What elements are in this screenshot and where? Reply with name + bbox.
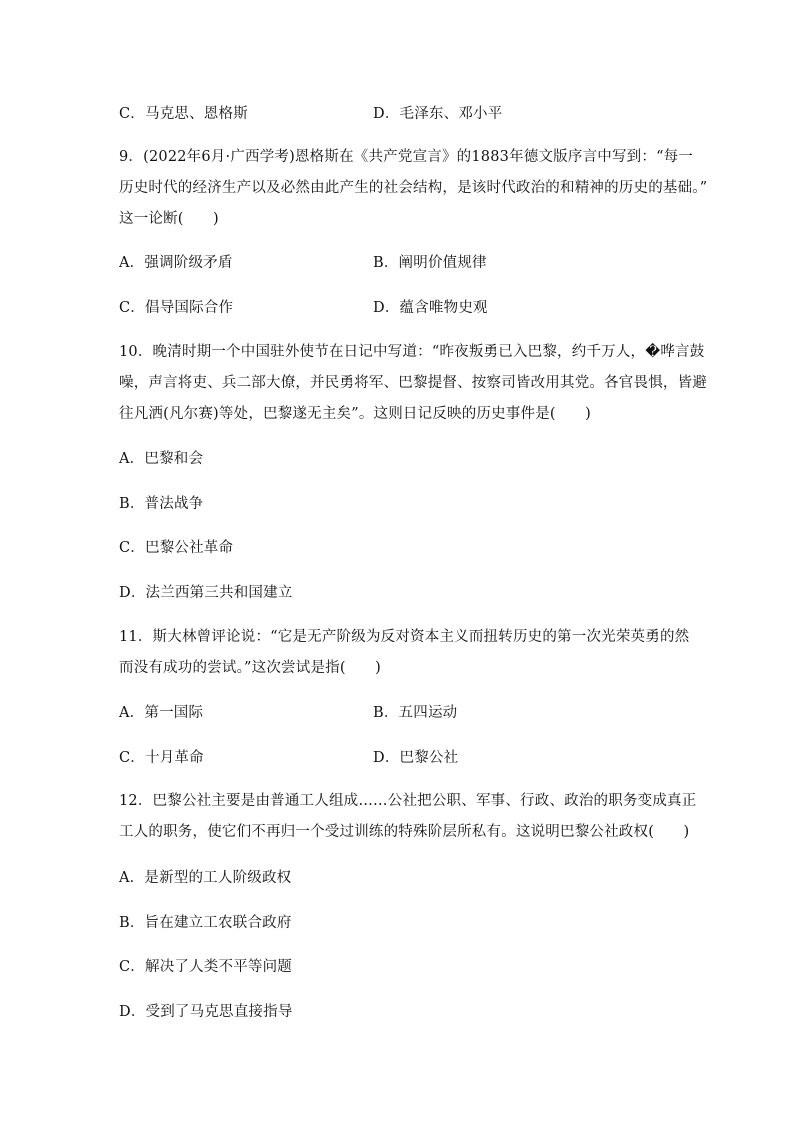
q9-option-a: A．强调阶级矛盾 — [119, 255, 233, 271]
q10-option-a: A．巴黎和会 — [119, 451, 204, 467]
q11-option-d: D．巴黎公社 — [373, 750, 459, 766]
q10-stem — [119, 337, 707, 430]
q11-stem-line: 11．斯大林曾评论说：“它是无产阶级为反对资本主义而扭转历史的第一次光荣英勇的然 — [119, 629, 690, 645]
q12-stem-line: 12．巴黎公社主要是由普通工人组成……公社把公职、军事、行政、政治的职务变成真正 — [119, 793, 697, 809]
q11-option-a: A．第一国际 — [119, 705, 204, 721]
q11-stem-line: 而没有成功的尝试。”这次尝试是指( ) — [119, 660, 381, 676]
q11-option-c: C．十月革命 — [119, 750, 204, 766]
q12-stem — [119, 786, 697, 848]
q12-option-b: B．旨在建立工农联合政府 — [119, 915, 292, 931]
q9-stem-line: 9．(2022年6月·广西学考)恩格斯在《共产党宣言》的1883年德文版序言中写到：“每一 — [119, 149, 694, 165]
q10-option-d: D．法兰西第三共和国建立 — [119, 585, 293, 601]
q12-option-a: A．是新型的工人阶级政权 — [119, 870, 292, 886]
q12-stem-line: 工人的职务，使它们不再归一个受过训练的特殊阶层所私有。这说明巴黎公社政权( ) — [119, 824, 690, 840]
q11-option-b: B．五四运动 — [373, 705, 458, 721]
q12-option-d: D．受到了马克思直接指导 — [119, 1004, 293, 1020]
q9-stem — [119, 142, 708, 235]
q10-option-b: B．普法战争 — [119, 496, 204, 512]
q12-option-c: C．解决了人类不平等问题 — [119, 959, 292, 975]
q10-option-c: C．巴黎公社革命 — [119, 540, 234, 556]
q8-option-c: C．马克思、恩格斯 — [119, 106, 248, 122]
q9-stem-line: 历史时代的经济生产以及必然由此产生的社会结构，是该时代政治的和精神的历史的基础。” — [119, 180, 708, 196]
q9-option-c: C．倡导国际合作 — [119, 300, 234, 316]
q9-option-b: B．阐明价值规律 — [373, 255, 487, 271]
q10-stem-line: 噪，声言将吏、兵二部大僚，并民勇将军、巴黎提督、按察司皆改用其党。各官畏惧，皆避 — [119, 375, 707, 391]
q11-stem — [119, 622, 690, 684]
q9-option-d: D．蕴含唯物史观 — [373, 300, 488, 316]
q8-option-d: D．毛泽东、邓小平 — [373, 106, 503, 122]
q9-stem-line: 这一论断( ) — [119, 211, 219, 227]
q10-stem-line: 10．晚清时期一个中国驻外使节在日记中写道：“昨夜叛勇已入巴黎，约千万人，�哗言鼓 — [119, 344, 705, 360]
q10-stem-line: 往凡洒(凡尔赛)等处，巴黎遂无主矣”。这则日记反映的历史事件是( ) — [119, 406, 592, 422]
